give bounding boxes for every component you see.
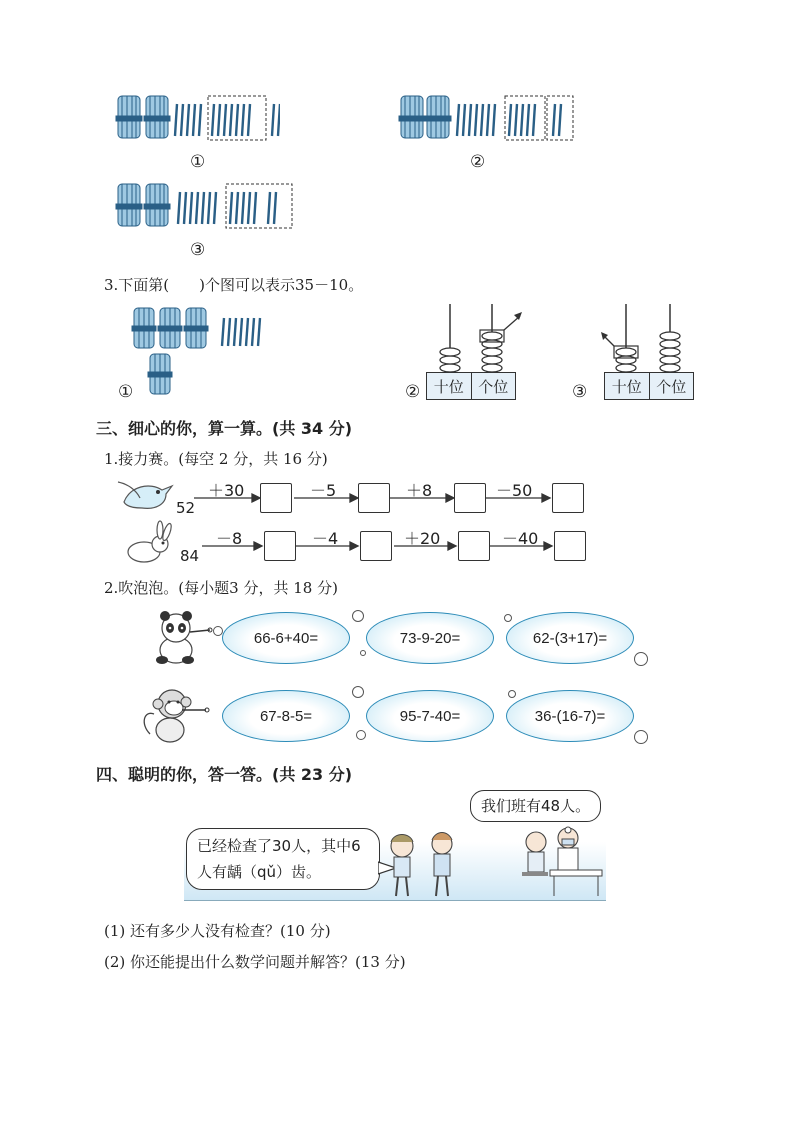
- question-4-2: (2) 你还能提出什么数学问题并解答？(13 分): [104, 953, 406, 971]
- bubble-1-2[interactable]: [366, 612, 494, 664]
- bubble-expression: 73-9-20=: [399, 629, 461, 647]
- ones-label: 个位: [656, 377, 687, 396]
- q3-option-label-2: ②: [405, 382, 421, 402]
- relay-row2-start: 84: [180, 547, 200, 565]
- panda-icon: [148, 608, 214, 666]
- sticks-figure-3: [110, 180, 296, 232]
- relay-row2-answer-box-1[interactable]: [264, 531, 296, 561]
- section-4-title: 四、聪明的你，答一答。(共 23 分): [96, 765, 353, 784]
- abacus-3-place-values: [604, 372, 694, 400]
- section-3-title: 三、细心的你，算一算。(共 34 分): [96, 419, 353, 438]
- relay-row1-op-3: ＋8: [406, 481, 433, 500]
- bird-icon: [116, 476, 174, 516]
- relay-title: 1.接力赛。(每空 2 分，共 16 分): [104, 450, 328, 468]
- sticks-figure-2: [395, 92, 577, 144]
- speech-bubble-teacher: [186, 828, 380, 890]
- relay-row2-op-1: －8: [216, 529, 243, 548]
- bubble-dot: [504, 614, 512, 622]
- q3-option-label-1: ①: [118, 382, 134, 402]
- abacus-2-place-values: [426, 372, 516, 400]
- option-label-1: ①: [190, 152, 206, 172]
- relay-row2-answer-box-4[interactable]: [554, 531, 586, 561]
- children-illustration: [382, 826, 612, 900]
- sticks-figure-1: [110, 92, 280, 144]
- bubble-2-2[interactable]: [366, 690, 494, 742]
- bubble-1-3[interactable]: [506, 612, 634, 664]
- bubble-dot: [352, 686, 364, 698]
- abacus-3: [596, 300, 696, 372]
- abacus-2: [426, 300, 536, 372]
- option-label-3: ③: [190, 240, 206, 260]
- option-label-2: ②: [470, 152, 486, 172]
- q3-option-label-3: ③: [572, 382, 588, 402]
- bubble-2-1[interactable]: [222, 690, 350, 742]
- speech-text: 我们班有48人。: [481, 797, 591, 815]
- relay-row1-answer-box-3[interactable]: [454, 483, 486, 513]
- speech-text: 已经检查了30人，其中6人有龋（qǔ）齿。: [197, 837, 361, 881]
- relay-row2-op-4: －40: [502, 529, 539, 548]
- bubble-expression: 66-6+40=: [253, 629, 319, 647]
- bubbles-title: 2.吹泡泡。(每小题3 分，共 18 分): [104, 579, 338, 597]
- relay-row1-answer-box-2[interactable]: [358, 483, 390, 513]
- bubble-dot: [634, 730, 648, 744]
- bubble-1-1[interactable]: [222, 612, 350, 664]
- relay-row1-op-1: ＋30: [208, 481, 245, 500]
- bubble-expression: 95-7-40=: [399, 707, 461, 725]
- bubble-expression: 62-(3+17)=: [532, 629, 608, 647]
- tens-label: 十位: [427, 373, 472, 399]
- relay-row2-op-2: －4: [312, 529, 339, 548]
- bubble-dot: [352, 610, 364, 622]
- bubble-expression: 36-(16-7)=: [534, 707, 606, 725]
- relay-row1-start: 52: [176, 499, 196, 517]
- relay-row1-op-2: －5: [310, 481, 337, 500]
- relay-row1-op-4: －50: [496, 481, 533, 500]
- tens-label: 十位: [605, 373, 650, 399]
- relay-row1-answer-box-1[interactable]: [260, 483, 292, 513]
- relay-row1-answer-box-4[interactable]: [552, 483, 584, 513]
- question-3-title: 3.下面第( )个图可以表示35－10。: [104, 276, 364, 294]
- bubble-2-3[interactable]: [506, 690, 634, 742]
- bubble-dot: [360, 650, 366, 656]
- rabbit-icon: [122, 520, 178, 566]
- relay-row2-answer-box-2[interactable]: [360, 531, 392, 561]
- q3-sticks-figure: [130, 306, 270, 398]
- relay-row2-answer-box-3[interactable]: [458, 531, 490, 561]
- bubble-expression: 67-8-5=: [259, 707, 313, 725]
- ones-label: 个位: [478, 377, 509, 396]
- bubble-dot: [508, 690, 516, 698]
- relay-row2-op-3: ＋20: [404, 529, 441, 548]
- bubble-dot: [634, 652, 648, 666]
- speech-bubble-student: [470, 790, 601, 822]
- bubble-dot: [356, 730, 366, 740]
- question-4-1: (1) 还有多少人没有检查？(10 分): [104, 922, 331, 940]
- monkey-icon: [140, 684, 214, 746]
